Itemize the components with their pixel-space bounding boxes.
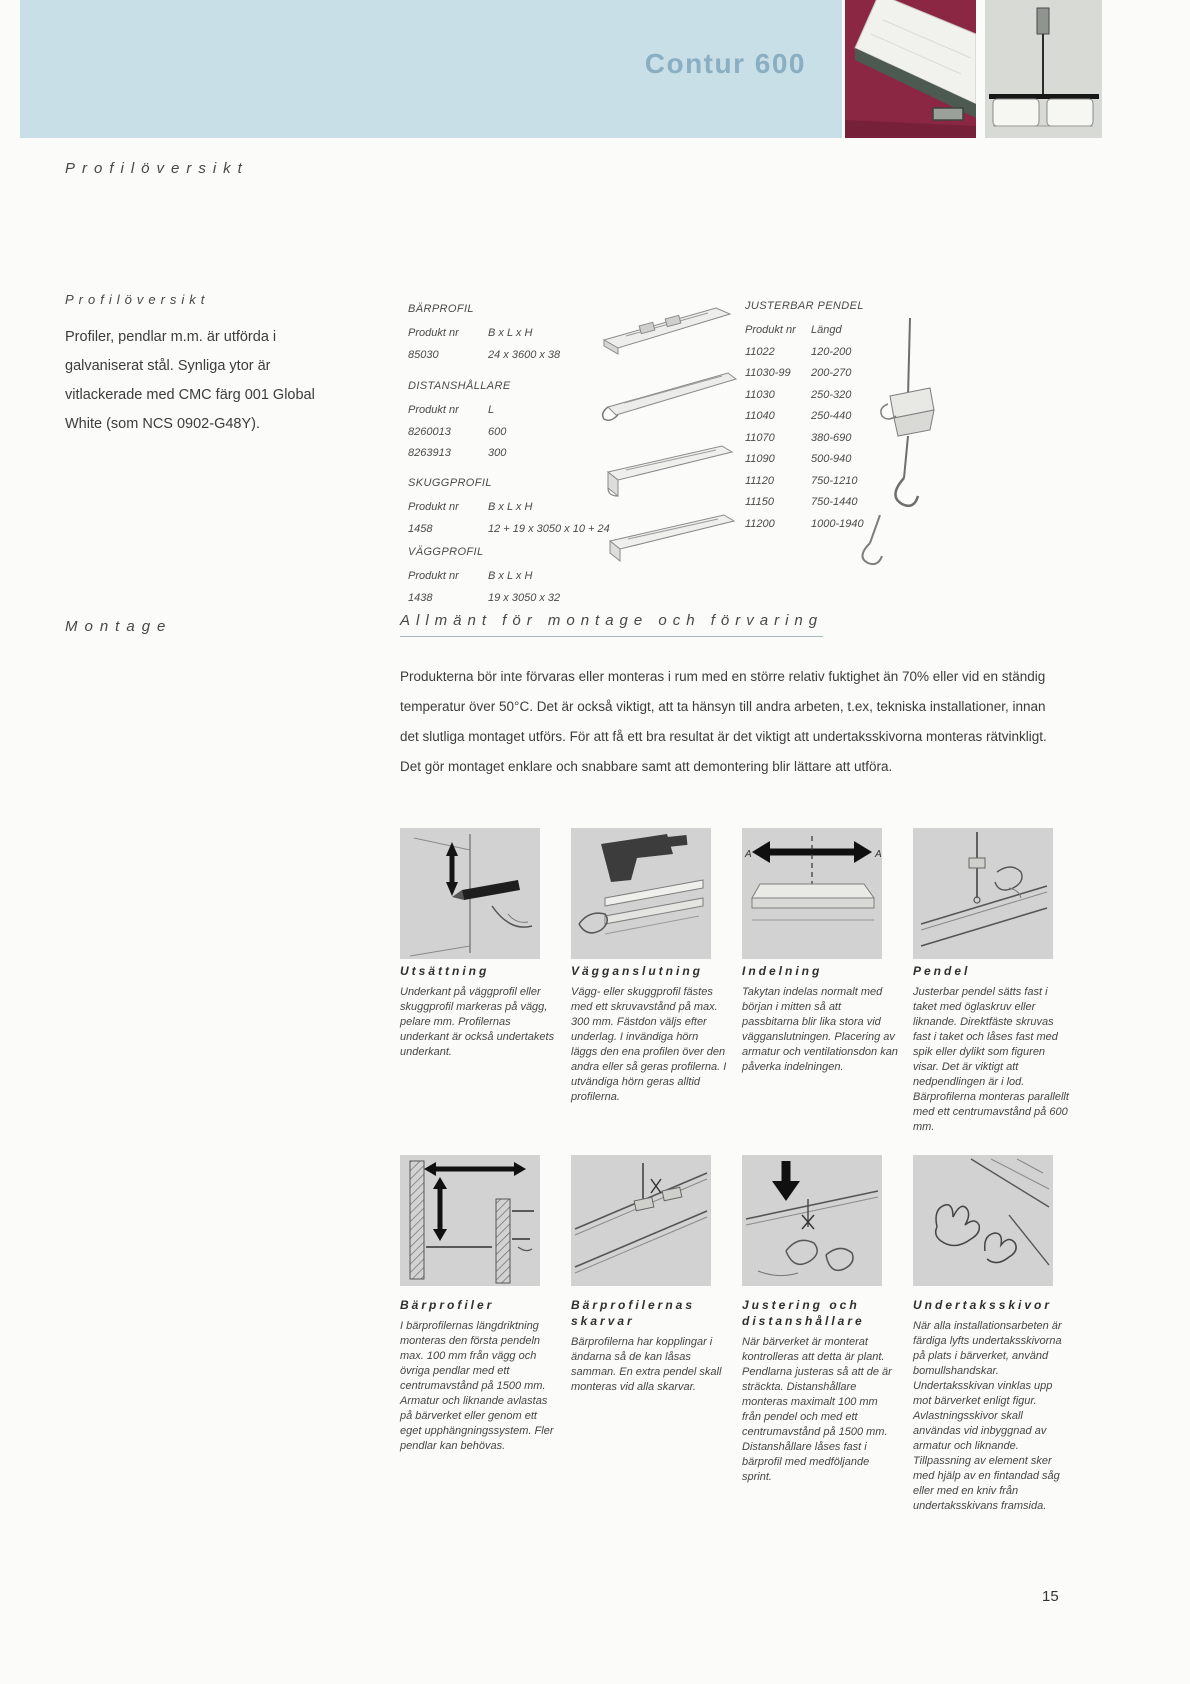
distanshallare-illustration: [590, 363, 740, 425]
cell-dimension: 300: [488, 447, 507, 459]
cell-dimension: 600: [488, 425, 507, 438]
cell-product-no: 11150: [745, 496, 774, 508]
skuggprofil-illustration: [596, 438, 736, 504]
step-text: I bärprofilernas längdriktning monteras den första pendeln max. 100 mm från vägg och övriga pendlar med ett centrumavstånd på 1500 mm. Armatur och liknande avlastas på bärverket eller genom ett eget upphängningssystem. Fler pendlar kan behövas.: [400, 1320, 554, 1452]
cell-product-no: 8263913: [408, 447, 451, 459]
utsattning-illustration: [400, 828, 540, 959]
page-heading: Profilöversikt: [65, 160, 249, 177]
step-title: Justering och distanshållare: [742, 1298, 865, 1328]
table-title: DISTANSHÅLLARE: [408, 380, 511, 392]
intro-column: [65, 292, 315, 439]
cell-product-no: 11090: [745, 453, 775, 465]
cell-length: 120-200: [811, 345, 852, 358]
ceiling-tile-photo: [845, 0, 976, 138]
step-text: Bärprofilerna har kopplingar i ändarna så de kan låsas samman. En extra pendel skall monteras vid alla skarvar.: [571, 1336, 722, 1393]
page-title: Contur 600: [644, 48, 806, 79]
cell-product-no: 11030-99: [745, 367, 791, 379]
step-title: Utsättning: [400, 964, 490, 978]
cell-product-no: 11030: [745, 388, 775, 401]
step-text: Takytan indelas normalt med början i mitten så att passbitarna blir lika stora vid vägganslutningen. Placering av armatur och ventilationsdon kan påverka indelningen.: [742, 986, 898, 1073]
pendant-diagram: [985, 0, 1102, 138]
cell-length: 750-1210: [811, 474, 858, 487]
step-caption: [571, 1297, 727, 1395]
col-header: Produkt nr: [408, 501, 459, 513]
cell-product-no: 11120: [745, 474, 774, 487]
step-caption: [742, 1297, 898, 1485]
figure-label-a-right: A: [875, 849, 882, 860]
col-header: B x L x H: [488, 327, 533, 339]
vaggprofil-illustration: [596, 505, 736, 565]
montage-heading: Montage: [65, 618, 173, 635]
col-header: Produkt nr: [408, 327, 459, 339]
step-title: Undertaksskivor: [913, 1298, 1053, 1312]
cell-length: 250-320: [811, 388, 852, 401]
step-caption: [742, 963, 898, 1075]
step-title: Pendel: [913, 964, 971, 978]
step-caption: [913, 1297, 1069, 1514]
step-caption: [400, 1297, 556, 1454]
cell-product-no: 11200: [745, 517, 775, 530]
pendel-illustration: [913, 828, 1053, 959]
cell-dimension: 19 x 3050 x 32: [488, 591, 561, 604]
col-header: Produkt nr: [408, 570, 459, 582]
barprofil-illustration: [596, 300, 736, 358]
vagganslutning-illustration: [571, 828, 711, 959]
step-title: Bärprofilernas skarvar: [571, 1298, 696, 1328]
step-text: Underkant på väggprofil eller skuggprofil markeras på vägg, pelare mm. Profilernas underkant är också undertakets underkant.: [400, 986, 555, 1058]
cell-dimension: 24 x 3600 x 38: [488, 348, 561, 361]
col-header: Produkt nr: [745, 324, 796, 336]
cell-length: 500-940: [811, 453, 852, 465]
table-title: JUSTERBAR PENDEL: [745, 300, 864, 312]
table-title: SKUGGPROFIL: [408, 477, 492, 489]
indelning-illustration: [742, 828, 882, 959]
cell-product-no: 11040: [745, 410, 775, 422]
header-band: [20, 0, 842, 138]
col-header: B x L x H: [488, 570, 533, 582]
col-header: Produkt nr: [408, 404, 459, 416]
undertaksskivor-illustration: [913, 1155, 1053, 1286]
table-row: [408, 588, 708, 610]
cell-product-no: 1438: [408, 591, 433, 604]
pendel-hook-illustration: [858, 318, 948, 518]
cell-product-no: 8260013: [408, 425, 451, 438]
table-header-row: [408, 566, 708, 588]
step-title: Bärprofiler: [400, 1298, 495, 1312]
barprofiler-illustration: [400, 1155, 540, 1286]
step-text: Vägg- eller skuggprofil fästes med ett skruvavstånd på max. 300 mm. Fästdon väljs efter underlag. I invändiga hörn läggs den ena profilen över den andra eller så geras profilerna. I utvändiga hörn geras alltid profilerna.: [571, 986, 727, 1103]
step-caption: [913, 963, 1069, 1135]
cell-product-no: 1458: [408, 522, 433, 535]
cell-length: 250-440: [811, 410, 852, 422]
intro-body: Profiler, pendlar m.m. är utförda i galvaniserat stål. Synliga ytor är vitlackerade med CMC färg 001 Global White (som NCS 0902-G48Y).: [65, 329, 315, 432]
page-number: 15: [1042, 1588, 1059, 1605]
step-text: När bärverket är monterat kontrolleras att detta är plant. Pendlarna justeras så att de är sträckta. Distanshållare monteras maximalt 100 mm från pendel och med ett centrumavstånd på 1500 mm. Distanshållare låses fast i bärprofil med medföljande sprint.: [742, 1336, 892, 1483]
table-title: VÄGGPROFIL: [408, 546, 484, 558]
step-caption: [400, 963, 556, 1060]
cell-product-no: 11022: [745, 345, 775, 358]
pendel-hook-small-illustration: [840, 515, 900, 570]
cell-product-no: 85030: [408, 348, 439, 361]
table-title: BÄRPROFIL: [408, 303, 474, 315]
step-title: Vägganslutning: [571, 964, 703, 978]
col-header: Längd: [811, 324, 842, 336]
step-text: När alla installationsarbeten är färdiga lyfts undertaksskivorna på plats i bärverket, använd bomullshandskar. Undertaksskivan vinklas upp mot bärverket enligt figur. Avlastningsskivor skall användas vid inbyggnad av armatur och liknande. Tillpassning av element sker med hjälp av en fintandad såg eller med en kniv från undertaksskivans framsida.: [913, 1320, 1062, 1512]
step-title: Indelning: [742, 964, 823, 978]
col-header: L: [488, 404, 495, 416]
figure-label-a-left: A: [745, 849, 752, 860]
cell-length: 1000-1940: [811, 517, 864, 530]
montage-body: Produkterna bör inte förvaras eller monteras i rum med en större relativ fuktighet än 70% eller vid en ständig temperatur över 50°C. Det är också viktigt, att ta hänsyn till andra arbeten, t.ex, tekniska installationer, innan det slutliga montaget utförs. För att få ett bra resultat är det viktigt att undertaksskivorna monteras rätvinkligt. Det gör montaget enklare och snabbare samt att demontering blir lättare att utföra.: [400, 668, 1047, 774]
cell-length: 380-690: [811, 431, 852, 444]
cell-dimension: 12 + 19 x 3050 x 10 + 24: [488, 522, 610, 535]
intro-heading: Profilöversikt: [65, 292, 210, 307]
montage-section-heading: Allmänt för montage och förvaring: [400, 612, 823, 637]
col-header: B x L x H: [488, 501, 533, 513]
cell-length: 750-1440: [811, 496, 858, 508]
skarvar-illustration: [571, 1155, 711, 1286]
cell-product-no: 11070: [745, 431, 775, 444]
cell-length: 200-270: [811, 367, 852, 379]
justering-illustration: [742, 1155, 882, 1286]
step-text: Justerbar pendel sätts fast i taket med öglaskruv eller liknande. Direktfäste skruvas fast i taket och låses fast med spik eller dylikt som figuren visar. Det är viktigt att nedpendlingen är i lod. Bärprofilerna monteras parallellt med ett centrumavstånd på 600 mm.: [913, 986, 1069, 1133]
step-caption: [571, 963, 727, 1105]
